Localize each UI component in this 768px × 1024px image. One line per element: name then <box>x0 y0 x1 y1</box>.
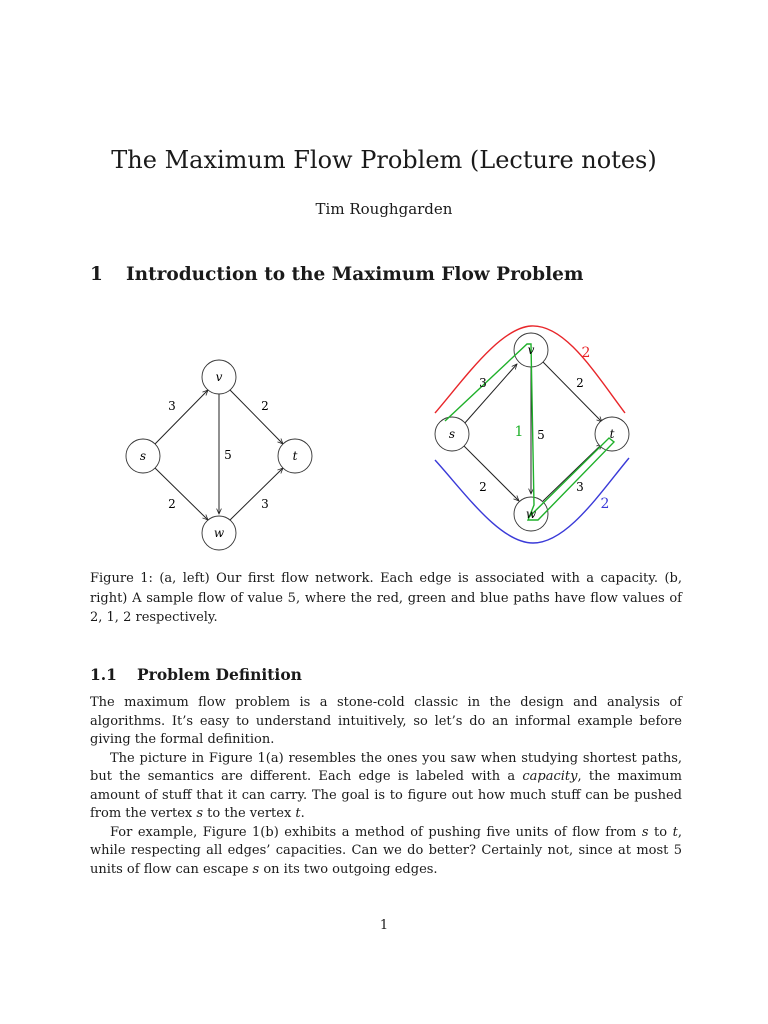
node-v-label: v <box>215 370 223 384</box>
node-v-label: v <box>527 343 535 357</box>
edge-v-w-capacity: 5 <box>537 428 545 442</box>
paragraph-3 <box>90 824 682 880</box>
subsection-heading <box>90 665 302 684</box>
section-number: 1 <box>90 264 103 285</box>
body-text <box>90 694 682 879</box>
edge-v-w-capacity: 5 <box>224 448 232 462</box>
edge-v-t-capacity: 2 <box>261 399 269 413</box>
edge-w-t-capacity: 3 <box>576 480 584 494</box>
edge-w-t <box>543 444 602 501</box>
paragraph-3-part-b: to <box>648 824 673 840</box>
page-number: 1 <box>379 918 389 933</box>
edge-s-w <box>155 468 208 520</box>
edge-w-t-capacity: 3 <box>261 497 269 511</box>
node-s-label: s <box>139 449 147 463</box>
paragraph-3-part-a: For example, Figure 1(b) exhibits a method of pushing five units of flow from <box>110 824 642 840</box>
edge-v-t <box>230 390 283 444</box>
subsection-title: Problem Definition <box>137 665 302 684</box>
edge-v-t-capacity: 2 <box>576 376 584 390</box>
edge-s-v-capacity: 3 <box>479 376 487 390</box>
vertex-s: s <box>196 806 204 821</box>
vertex-s: s <box>641 824 649 840</box>
red-path-label: 2 <box>581 345 591 361</box>
figure-left-flow-network <box>112 350 322 555</box>
paragraph-2 <box>90 750 682 824</box>
edge-s-w-capacity: 2 <box>168 497 176 511</box>
paragraph-2-part-c: to the vertex <box>203 806 296 821</box>
vertex-t: t <box>295 806 301 821</box>
figure-right-sample-flow <box>425 318 655 548</box>
blue-path-label: 2 <box>600 496 610 512</box>
edge-s-w <box>464 446 519 501</box>
section-heading <box>90 264 583 285</box>
node-t-label: t <box>292 449 298 463</box>
node-s-label: s <box>448 427 456 441</box>
paper-title: The Maximum Flow Problem (Lecture notes) <box>111 146 657 174</box>
node-w-label: w <box>525 507 537 521</box>
edge-s-v <box>155 390 208 444</box>
edge-w-t <box>230 468 283 520</box>
edge-s-w-capacity: 2 <box>479 480 487 494</box>
paragraph-1: The maximum flow problem is a stone-cold classic in the design and analysis of algorithms. It’s easy to understand intuitively, so let’s do an informal example before giving the formal definition. <box>90 695 682 747</box>
edge-s-v <box>464 364 517 424</box>
figure-caption: Figure 1: (a, left) Our first flow network. Each edge is associated with a capacity. (b, right) A sample flow of value 5, where the red, green and blue paths have flow values of 2, 1, 2 respectively. <box>90 571 682 625</box>
paragraph-2-part-b: , the maximum amount of stuff that it can carry. The goal is to figure out how much stuff can be pushed from the vertex <box>90 769 683 821</box>
green-path-label: 1 <box>514 424 524 440</box>
edge-s-v-capacity: 3 <box>168 399 176 413</box>
paragraph-2-part-a: The picture in Figure 1(a) resembles the ones you saw when studying shortest paths, but the semantics are different. Each edge is labeled with a <box>90 750 682 784</box>
paragraph-3-part-c: , while respecting all edges’ capacities. Can we do better? Certainly not, since at most 5 units of flow can escape <box>90 824 682 877</box>
paragraph-2-part-d: . <box>300 806 305 821</box>
paragraph-3-part-d: on its two outgoing edges. <box>259 861 438 877</box>
vertex-t: t <box>672 824 678 840</box>
vertex-s: s <box>252 861 260 877</box>
author-name: Tim Roughgarden <box>315 200 453 218</box>
node-t-label: t <box>609 427 615 441</box>
node-w-label: w <box>213 526 225 540</box>
section-title: Introduction to the Maximum Flow Problem <box>126 264 584 285</box>
subsection-number: 1.1 <box>90 665 117 684</box>
capacity-term: capacity <box>522 769 578 784</box>
